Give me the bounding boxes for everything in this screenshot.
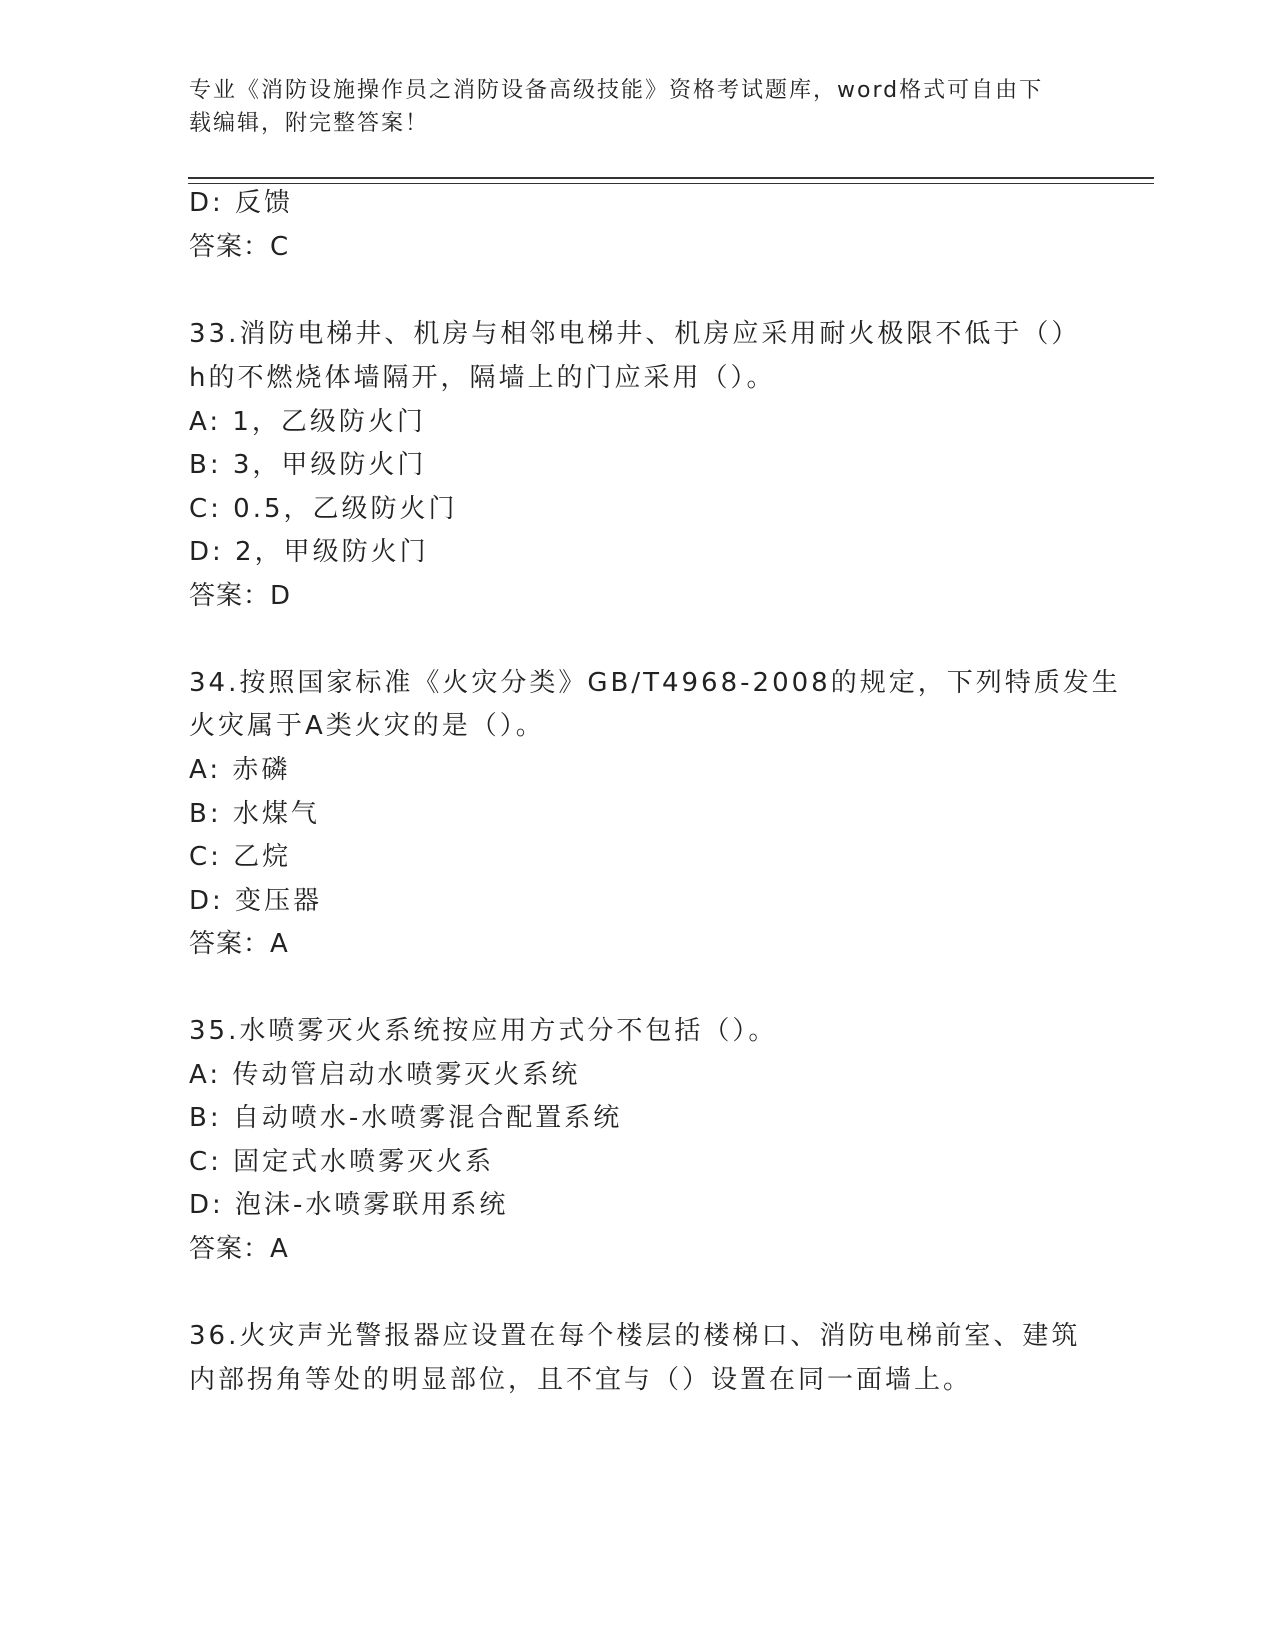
prev-option-d: D: 反馈 — [189, 188, 294, 218]
page-header — [189, 74, 1089, 140]
q33-stem-line-2: h的不燃烧体墙隔开，隔墙上的门应采用（）。 — [189, 363, 776, 393]
q33-answer: 答案：D — [189, 581, 292, 611]
header-rule-top — [188, 177, 1154, 179]
q33-option-a: A: 1，乙级防火门 — [189, 407, 426, 437]
header-line-2: 载编辑，附完整答案！ — [189, 111, 430, 136]
q36-stem-line-2: 内部拐角等处的明显部位，且不宜与（）设置在同一面墙上。 — [189, 1365, 973, 1395]
q34-option-a: A: 赤磷 — [189, 755, 291, 785]
q36-stem-line-1: 36.火灾声光警报器应设置在每个楼层的楼梯口、消防电梯前室、建筑 — [189, 1321, 1081, 1351]
q34-option-b: B: 水煤气 — [189, 799, 320, 829]
q34-option-d: D: 变压器 — [189, 886, 323, 916]
header-rule-bottom — [188, 183, 1154, 184]
q34-stem-line-1: 34.按照国家标准《火灾分类》GB/T4968-2008的规定，下列特质发生 — [189, 668, 1121, 698]
q35-answer: 答案：A — [189, 1234, 289, 1264]
prev-answer: 答案：C — [189, 232, 290, 262]
q34-option-c: C: 乙烷 — [189, 842, 292, 872]
q33-option-d: D: 2，甲级防火门 — [189, 537, 429, 567]
q34-answer: 答案：A — [189, 929, 289, 959]
q33-option-c: C: 0.5，乙级防火门 — [189, 494, 458, 524]
q35-stem-line-1: 35.水喷雾灭火系统按应用方式分不包括（）。 — [189, 1016, 778, 1046]
q35-option-b: B: 自动喷水-水喷雾混合配置系统 — [189, 1103, 623, 1133]
q33-stem-line-1: 33.消防电梯井、机房与相邻电梯井、机房应采用耐火极限不低于（） — [189, 319, 1081, 349]
q34-stem-line-2: 火灾属于A类火灾的是（）。 — [189, 711, 545, 741]
q35-option-a: A: 传动管启动水喷雾灭火系统 — [189, 1060, 581, 1090]
q35-option-c: C: 固定式水喷雾灭火系 — [189, 1147, 495, 1177]
q33-option-b: B: 3，甲级防火门 — [189, 450, 427, 480]
header-line-1: 专业《消防设施操作员之消防设备高级技能》资格考试题库，word格式可自由下 — [189, 78, 1044, 103]
q35-option-d: D: 泡沫-水喷雾联用系统 — [189, 1190, 509, 1220]
